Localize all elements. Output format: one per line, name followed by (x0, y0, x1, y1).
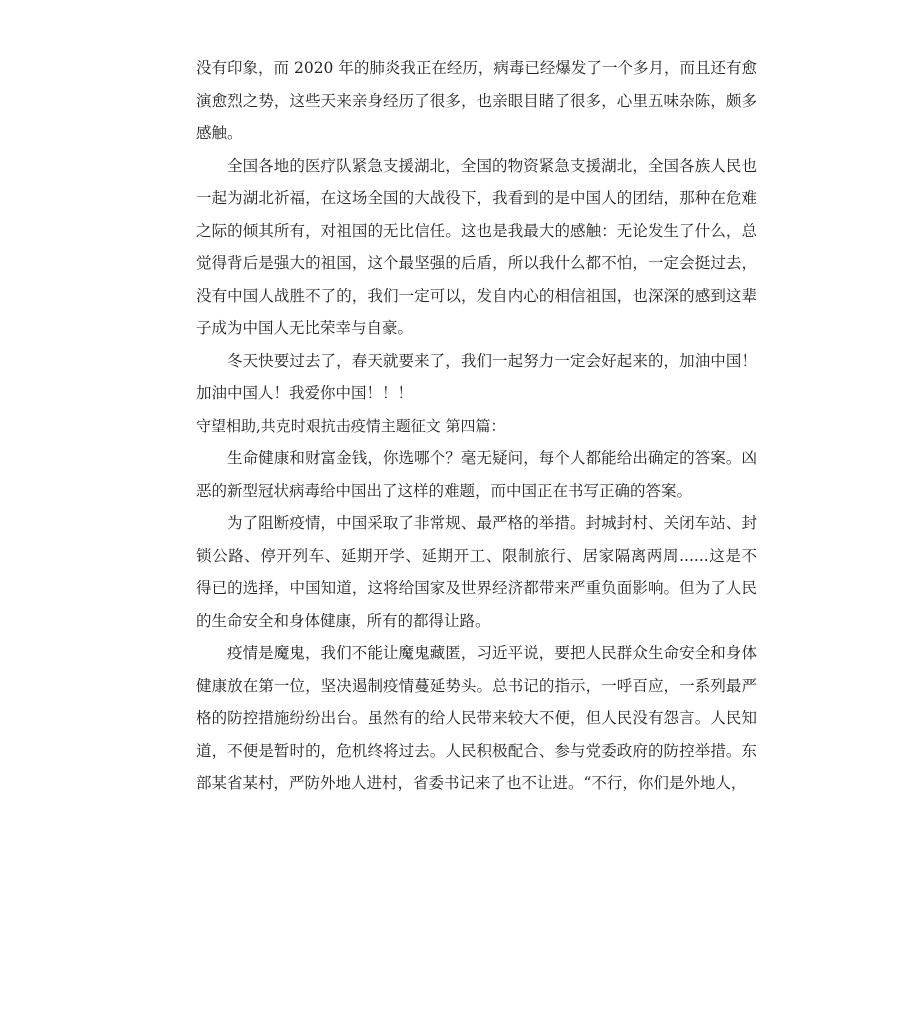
text-line: 为了阻断疫情，中国采取了非常规、最严格的举措。封城封村、关闭车站、封 (227, 514, 757, 532)
text-line: 一起为湖北祈福，在这场全国的大战役下，我看到的是中国人的团结，那种在危难 (196, 189, 757, 207)
paragraph (165, 442, 757, 507)
text-line: 没有印象，而 2020 年的肺炎我正在经历，病毒已经爆发了一个多月，而且还有愈 (196, 59, 757, 77)
text-line: 健康放在第一位，坚决遏制疫情蔓延势头。总书记的指示，一呼百应，一系列最严 (196, 676, 757, 695)
text-line: 的生命安全和身体健康，所有的都得让路。 (196, 611, 491, 630)
text-line: 恶的新型冠状病毒给中国出了这样的难题，而中国正在书写正确的答案。 (196, 481, 693, 500)
text-line: 觉得背后是强大的祖国，这个最坚强的后盾，所以我什么都不怕，一定会挺过去， (196, 254, 757, 272)
paragraph (165, 150, 757, 345)
text-line: 锁公路、停开列车、延期开学、延期开工、限制旅行、居家隔离两周......这是不 (196, 546, 757, 565)
paragraph (165, 52, 757, 150)
section-heading (165, 410, 757, 443)
text-line: 演愈烈之势，这些天来亲身经历了很多，也亲眼目睹了很多，心里五味杂陈，颇多 (196, 91, 757, 110)
text-line: 子成为中国人无比荣幸与自豪。 (196, 319, 414, 337)
text-line: 冬天快要过去了，春天就要来了，我们一起努力一定会好起来的，加油中国！ (227, 351, 757, 370)
text-line: 之际的倾其所有，对祖国的无比信任。这也是我最大的感触：无论发生了什么，总 (196, 221, 757, 240)
text-line: 得已的选择，中国知道，这将给国家及世界经济都带来严重负面影响。但为了人民 (196, 579, 757, 597)
text-line: 守望相助,共克时艰抗击疫情主题征文 第四篇： (196, 416, 506, 435)
paragraph (165, 345, 757, 410)
text-line: 感触。 (196, 124, 243, 142)
text-line: 生命健康和财富金钱，你选哪个？毫无疑问，每个人都能给出确定的答案。凶 (227, 449, 757, 467)
text-line: 格的防控措施纷纷出台。虽然有的给人民带来较大不便，但人民没有怨言。人民知 (196, 709, 757, 727)
text-line: 全国各地的医疗队紧急支援湖北，全国的物资紧急支援湖北，全国各族人民也 (227, 156, 757, 175)
text-line: 疫情是魔鬼，我们不能让魔鬼藏匿，习近平说，要把人民群众生命安全和身体 (227, 644, 757, 662)
paragraph (165, 507, 757, 637)
text-line: 加油中国人！我爱你中国！！！ (196, 384, 414, 402)
document-body (165, 52, 757, 800)
paragraph (165, 637, 757, 800)
text-line: 部某省某村，严防外地人进村，省委书记来了也不让进。“不行，你们是外地人， (196, 774, 747, 792)
text-line: 没有中国人战胜不了的，我们一定可以，发自内心的相信祖国，也深深的感到这辈 (196, 286, 757, 305)
text-line: 道，不便是暂时的，危机终将过去。人民积极配合、参与党委政府的防控举措。东 (196, 741, 757, 760)
